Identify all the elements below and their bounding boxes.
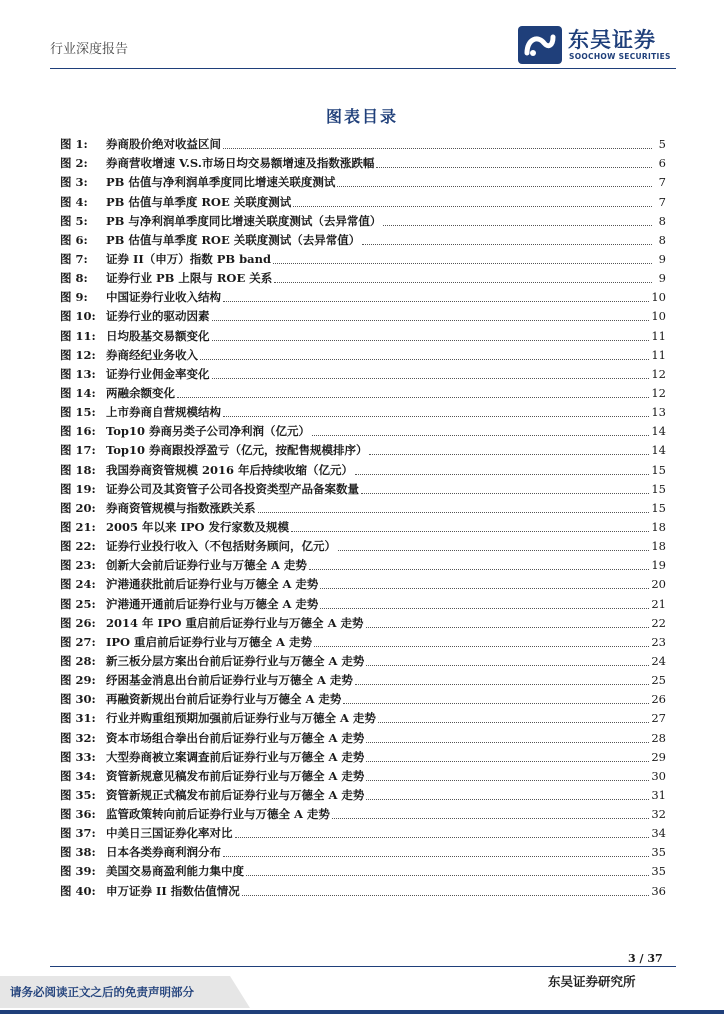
toc-entry-number: 图 3:: [60, 175, 88, 190]
toc-entry-page: 25: [651, 673, 666, 688]
toc-entry-page: 15: [651, 481, 666, 496]
toc-entry-page: 7: [658, 175, 666, 190]
toc-entry[interactable]: [60, 805, 666, 824]
toc-entry-number: 图 31:: [60, 711, 96, 726]
toc-entry[interactable]: [60, 652, 666, 671]
toc-dot-leader: [258, 512, 650, 513]
toc-entry-title: 日本各类券商利润分布: [106, 845, 221, 860]
toc-entry-page: 18: [651, 539, 666, 554]
toc-entry-page: 8: [658, 213, 666, 228]
toc-dot-leader: [274, 282, 652, 283]
toc-dot-leader: [212, 340, 650, 341]
toc-entry-page: 32: [651, 807, 666, 822]
toc-entry[interactable]: [60, 384, 666, 403]
toc-entry-title: 新三板分层方案出台前后证券行业与万德全 A 走势: [106, 653, 365, 668]
toc-dot-leader: [369, 454, 649, 455]
toc-entry-number: 图 26:: [60, 615, 96, 630]
toc-entry-title: 中美日三国证券化率对比: [106, 826, 233, 841]
toc-entry[interactable]: [60, 365, 666, 384]
toc-entry[interactable]: [60, 231, 666, 250]
logo-mark-icon: [518, 26, 562, 64]
toc-entry-title: 券商营收增速 V.S.市场日均交易额增速及指数涨跌幅: [106, 156, 375, 171]
toc-entry-page: 22: [651, 615, 666, 630]
toc-dot-leader: [223, 301, 649, 302]
toc-entry[interactable]: [60, 556, 666, 575]
toc-entry[interactable]: [60, 728, 666, 747]
toc-entry-title: 美国交易商盈利能力集中度: [106, 864, 244, 879]
toc-dot-leader: [337, 186, 652, 187]
toc-entry-title: 纾困基金消息出台前后证券行业与万德全 A 走势: [106, 673, 353, 688]
toc-dot-leader: [355, 474, 649, 475]
toc-entry-title: Top10 券商另类子公司净利润（亿元）: [106, 424, 310, 439]
toc-entry[interactable]: [60, 480, 666, 499]
toc-entry-number: 图 33:: [60, 749, 96, 764]
toc-dot-leader: [212, 320, 650, 321]
toc-entry[interactable]: [60, 499, 666, 518]
toc-entry-title: 资本市场组合拳出台前后证券行业与万德全 A 走势: [106, 730, 365, 745]
toc-entry-number: 图 27:: [60, 634, 96, 649]
toc-dot-leader: [312, 435, 649, 436]
toc-dot-leader: [366, 665, 649, 666]
toc-entry-page: 9: [658, 271, 666, 286]
toc-entry[interactable]: [60, 690, 666, 709]
toc-entry-title: 证券公司及其资管子公司各投资类型产品备案数量: [106, 481, 359, 496]
toc-entry-page: 13: [651, 405, 666, 420]
toc-dot-leader: [212, 378, 650, 379]
toc-entry-page: 31: [651, 787, 666, 802]
toc-entry-page: 35: [651, 845, 666, 860]
toc-dot-leader: [366, 799, 649, 800]
toc-dot-leader: [223, 148, 652, 149]
toc-entry[interactable]: [60, 269, 666, 288]
toc-entry-title: 券商经纪业务收入: [106, 347, 198, 362]
toc-entry[interactable]: [60, 192, 666, 211]
toc-dot-leader: [291, 531, 649, 532]
toc-entry-title: 申万证券 II 指数估值情况: [106, 883, 240, 898]
toc-entry-title: 行业并购重组预期加强前后证券行业与万德全 A 走势: [106, 711, 376, 726]
toc-dot-leader: [378, 722, 649, 723]
toc-entry[interactable]: [60, 250, 666, 269]
toc-entry-title: 大型券商被立案调查前后证券行业与万德全 A 走势: [106, 749, 365, 764]
toc-entry-number: 图 11:: [60, 328, 96, 343]
toc-entry-page: 30: [651, 768, 666, 783]
toc-entry-title: 创新大会前后证券行业与万德全 A 走势: [106, 558, 307, 573]
toc-entry-title: 2014 年 IPO 重启前后证券行业与万德全 A 走势: [106, 615, 364, 630]
toc-entry-number: 图 2:: [60, 156, 88, 171]
toc-entry-page: 35: [651, 864, 666, 879]
logo-chinese-name: 东吴证券: [568, 28, 656, 52]
company-logo: [518, 24, 678, 66]
toc-entry[interactable]: [60, 212, 666, 231]
toc-entry-page: 7: [658, 194, 666, 209]
toc-entry[interactable]: [60, 346, 666, 365]
toc-entry-number: 图 16:: [60, 424, 96, 439]
toc-entry-page: 12: [651, 366, 666, 381]
toc-entry[interactable]: [60, 460, 666, 479]
footer-bottom-bar: [0, 1010, 724, 1014]
toc-entry[interactable]: [60, 671, 666, 690]
toc-entry-number: 图 21:: [60, 519, 96, 534]
toc-entry-number: 图 40:: [60, 883, 96, 898]
toc-entry[interactable]: [60, 403, 666, 422]
toc-entry-title: 券商股价绝对收益区间: [106, 137, 221, 152]
toc-entry-page: 5: [658, 137, 666, 152]
toc-entry-page: 15: [651, 500, 666, 515]
toc-entry[interactable]: [60, 518, 666, 537]
toc-entry-page: 14: [651, 424, 666, 439]
toc-entry-number: 图 34:: [60, 768, 96, 783]
toc-dot-leader: [200, 359, 649, 360]
toc-entry-number: 图 5:: [60, 213, 88, 228]
toc-dot-leader: [309, 569, 649, 570]
toc-entry-title: 2005 年以来 IPO 发行家数及规模: [106, 519, 290, 534]
toc-entry-number: 图 20:: [60, 500, 96, 515]
toc-entry-page: 14: [651, 443, 666, 458]
toc-dot-leader: [235, 837, 650, 838]
toc-entry[interactable]: [60, 537, 666, 556]
toc-entry-number: 图 38:: [60, 845, 96, 860]
toc-entry-number: 图 1:: [60, 137, 88, 152]
toc-list: [60, 135, 666, 901]
toc-entry-number: 图 10:: [60, 309, 96, 324]
toc-entry-title: PB 估值与净利润单季度同比增速关联度测试: [106, 175, 336, 190]
toc-dot-leader: [383, 225, 652, 226]
footer-divider: [50, 966, 676, 967]
toc-entry-title: 上市券商自营规模结构: [106, 405, 221, 420]
toc-entry-title: 再融资新规出台前后证券行业与万德全 A 走势: [106, 692, 342, 707]
toc-entry[interactable]: [60, 881, 666, 900]
toc-entry-title: IPO 重启前后证券行业与万德全 A 走势: [106, 634, 312, 649]
toc-entry[interactable]: [60, 288, 666, 307]
toc-entry[interactable]: [60, 307, 666, 326]
toc-entry-page: 11: [651, 347, 666, 362]
toc-dot-leader: [320, 588, 649, 589]
toc-entry-number: 图 15:: [60, 405, 96, 420]
toc-entry-title: 沪港通获批前后证券行业与万德全 A 走势: [106, 577, 319, 592]
toc-entry[interactable]: [60, 154, 666, 173]
toc-entry[interactable]: [60, 748, 666, 767]
toc-entry-number: 图 9:: [60, 290, 88, 305]
toc-dot-leader: [223, 856, 649, 857]
toc-entry-page: 29: [651, 749, 666, 764]
toc-entry-number: 图 19:: [60, 481, 96, 496]
toc-entry-number: 图 22:: [60, 539, 96, 554]
toc-entry-number: 图 14:: [60, 385, 96, 400]
toc-entry-number: 图 32:: [60, 730, 96, 745]
toc-entry-number: 图 30:: [60, 692, 96, 707]
toc-entry-number: 图 18:: [60, 462, 96, 477]
toc-entry-page: 8: [658, 232, 666, 247]
toc-entry[interactable]: [60, 843, 666, 862]
toc-dot-leader: [355, 684, 649, 685]
page-number: 3 / 37: [628, 952, 663, 965]
toc-entry-number: 图 23:: [60, 558, 96, 573]
toc-dot-leader: [366, 742, 649, 743]
toc-entry-title: 证券行业佣金率变化: [106, 366, 210, 381]
toc-dot-leader: [242, 895, 650, 896]
toc-entry-page: 21: [651, 596, 666, 611]
toc-entry[interactable]: [60, 594, 666, 613]
toc-entry-page: 24: [651, 653, 666, 668]
toc-entry-page: 10: [651, 290, 666, 305]
toc-entry-page: 34: [651, 826, 666, 841]
toc-entry[interactable]: [60, 441, 666, 460]
toc-entry-number: 图 4:: [60, 194, 88, 209]
header-divider: [50, 68, 676, 69]
toc-title: 图表目录: [325, 107, 398, 126]
toc-entry-number: 图 6:: [60, 232, 88, 247]
toc-entry-title: PB 估值与单季度 ROE 关联度测试（去异常值）: [106, 232, 361, 247]
toc-dot-leader: [293, 206, 652, 207]
toc-dot-leader: [332, 818, 649, 819]
toc-entry-title: Top10 券商跟投浮盈亏（亿元，按配售规模排序）: [106, 443, 368, 458]
toc-dot-leader: [273, 263, 652, 264]
toc-entry-title: 资管新规正式稿发布前后证券行业与万德全 A 走势: [106, 787, 365, 802]
toc-entry-page: 18: [651, 519, 666, 534]
report-type-label: 行业深度报告: [50, 42, 129, 57]
toc-dot-leader: [366, 761, 649, 762]
toc-entry-page: 11: [651, 328, 666, 343]
toc-entry-number: 图 36:: [60, 807, 96, 822]
toc-dot-leader: [362, 244, 652, 245]
logo-english-name: SOOCHOW SECURITIES: [569, 52, 671, 61]
toc-entry[interactable]: [60, 135, 666, 154]
toc-entry[interactable]: [60, 862, 666, 881]
toc-entry[interactable]: [60, 173, 666, 192]
disclaimer-text: 请务必阅读正文之后的免责声明部分: [10, 985, 194, 999]
toc-dot-leader: [246, 875, 649, 876]
toc-entry[interactable]: [60, 824, 666, 843]
toc-dot-leader: [343, 703, 649, 704]
toc-entry-page: 10: [651, 309, 666, 324]
toc-entry-number: 图 28:: [60, 653, 96, 668]
toc-dot-leader: [320, 608, 649, 609]
toc-entry-page: 9: [658, 251, 666, 266]
toc-entry[interactable]: [60, 709, 666, 728]
toc-entry-page: 26: [651, 692, 666, 707]
toc-entry-page: 23: [651, 634, 666, 649]
toc-entry-title: PB 估值与单季度 ROE 关联度测试: [106, 194, 292, 209]
toc-entry-number: 图 17:: [60, 443, 96, 458]
toc-entry-number: 图 37:: [60, 826, 96, 841]
toc-entry-page: 19: [651, 558, 666, 573]
toc-entry-title: 两融余额变化: [106, 385, 175, 400]
toc-entry[interactable]: [60, 633, 666, 652]
toc-entry-number: 图 25:: [60, 596, 96, 611]
toc-entry-page: 27: [651, 711, 666, 726]
toc-entry-title: 中国证券行业收入结构: [106, 290, 221, 305]
toc-entry[interactable]: [60, 614, 666, 633]
toc-entry-number: 图 7:: [60, 251, 88, 266]
toc-entry-page: 36: [651, 883, 666, 898]
toc-entry-title: 证券行业投行收入（不包括财务顾问，亿元）: [106, 539, 336, 554]
toc-entry-title: 我国券商资管规模 2016 年后持续收缩（亿元）: [106, 462, 354, 477]
toc-entry-title: 证券行业 PB 上限与 ROE 关系: [106, 271, 273, 286]
toc-entry-number: 图 24:: [60, 577, 96, 592]
toc-entry-title: 监管政策转向前后证券行业与万德全 A 走势: [106, 807, 330, 822]
toc-entry[interactable]: [60, 786, 666, 805]
toc-dot-leader: [177, 397, 649, 398]
toc-entry-number: 图 12:: [60, 347, 96, 362]
toc-dot-leader: [223, 416, 649, 417]
toc-dot-leader: [338, 550, 649, 551]
toc-dot-leader: [366, 627, 650, 628]
toc-entry-number: 图 8:: [60, 271, 88, 286]
toc-entry-page: 15: [651, 462, 666, 477]
research-institute-name: 东吴证券研究所: [548, 974, 636, 989]
toc-entry-page: 28: [651, 730, 666, 745]
toc-entry-page: 20: [651, 577, 666, 592]
toc-dot-leader: [376, 167, 652, 168]
toc-entry-title: 沪港通开通前后证券行业与万德全 A 走势: [106, 596, 319, 611]
toc-entry-number: 图 29:: [60, 673, 96, 688]
toc-entry-title: PB 与净利润单季度同比增速关联度测试（去异常值）: [106, 213, 382, 228]
toc-dot-leader: [361, 493, 649, 494]
toc-entry-title: 证券 II（申万）指数 PB band: [106, 251, 272, 266]
toc-entry-number: 图 39:: [60, 864, 96, 879]
toc-entry[interactable]: [60, 326, 666, 345]
toc-entry-number: 图 35:: [60, 787, 96, 802]
toc-dot-leader: [314, 646, 649, 647]
toc-entry-title: 券商资管规模与指数涨跌关系: [106, 500, 256, 515]
toc-entry-title: 资管新规意见稿发布前后证券行业与万德全 A 走势: [106, 768, 365, 783]
toc-entry[interactable]: [60, 767, 666, 786]
toc-entry-title: 证券行业的驱动因素: [106, 309, 210, 324]
toc-entry[interactable]: [60, 422, 666, 441]
toc-entry-title: 日均股基交易额变化: [106, 328, 210, 343]
toc-entry-page: 12: [651, 385, 666, 400]
toc-entry-page: 6: [658, 156, 666, 171]
toc-entry[interactable]: [60, 575, 666, 594]
toc-entry-number: 图 13:: [60, 366, 96, 381]
toc-dot-leader: [366, 780, 649, 781]
